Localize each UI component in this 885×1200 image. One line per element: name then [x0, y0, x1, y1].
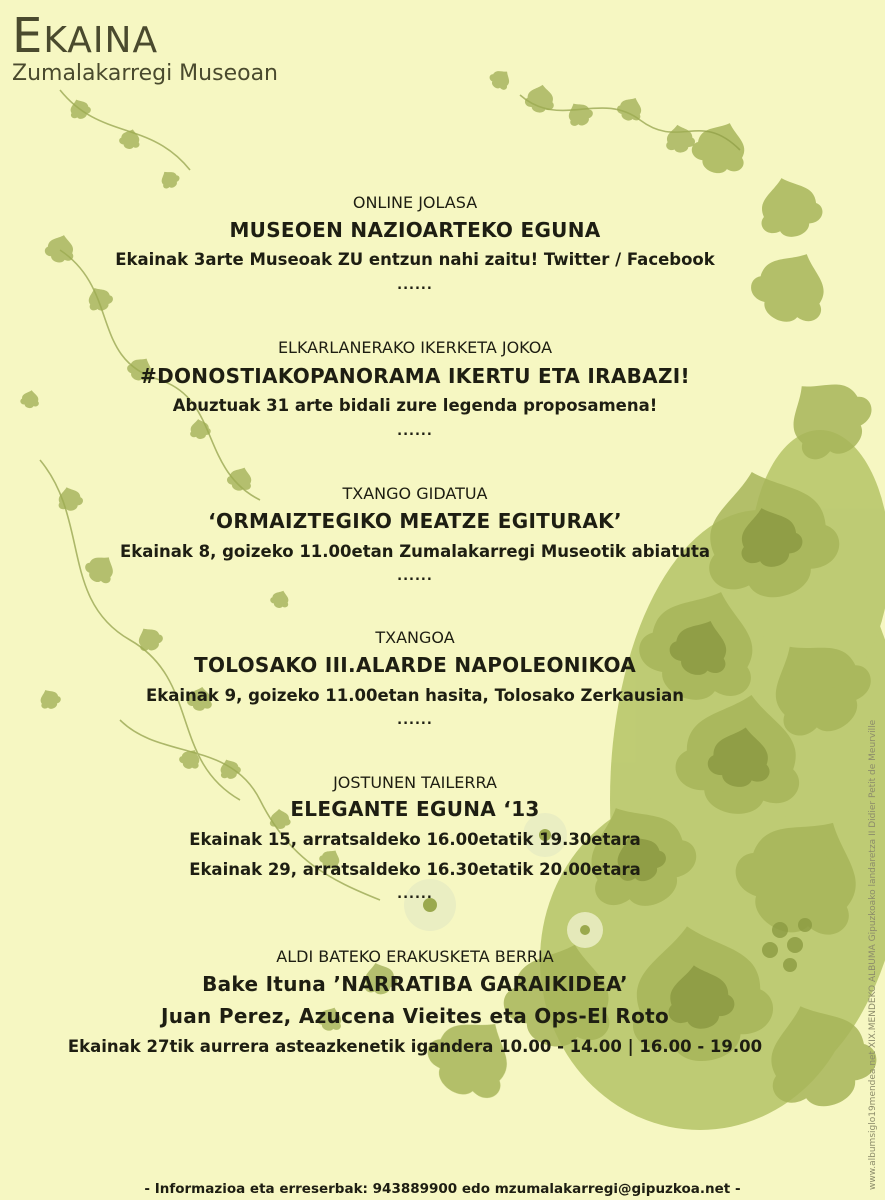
- page-title: [12, 8, 278, 64]
- event-1-separator: ......: [397, 278, 433, 293]
- event-5-detail-1: Ekainak 15, arratsaldeko 16.00etatik 19.30etara: [189, 830, 641, 849]
- event-4-separator: ......: [397, 713, 433, 728]
- event-2-separator: ......: [397, 424, 433, 439]
- event-6-artists: Juan Perez, Azucena Vieites eta Ops-El Roto: [160, 1004, 670, 1028]
- page-title-rest: KAINA: [43, 20, 159, 61]
- event-3-separator: ......: [397, 569, 433, 584]
- event-5-separator: ......: [397, 887, 433, 902]
- event-1-kind: ONLINE JOLASA: [352, 193, 478, 212]
- event-4-detail: Ekainak 9, goizeko 11.00etan hasita, Tolosako Zerkausian: [145, 686, 685, 705]
- event-2-kind: ELKARLANERAKO IKERKETA JOKOA: [277, 338, 553, 357]
- event-1-detail: Ekainak 3arte Museoak ZU entzun nahi zaitu! Twitter / Facebook: [115, 250, 715, 269]
- event-4-kind: TXANGOA: [375, 628, 455, 647]
- event-1-title: MUSEOEN NAZIOARTEKO EGUNA: [229, 218, 601, 242]
- event-2-title: #DONOSTIAKOPANORAMA IKERTU ETA IRABAZI!: [140, 364, 690, 388]
- event-3-title: ‘ORMAIZTEGIKO MEATZE EGITURAK’: [208, 509, 622, 533]
- page-subtitle: Zumalakarregi Museoan: [12, 61, 278, 86]
- contact-footer: - Informazioa eta erreserbak: 943889900 edo mzumalakarregi@gipuzkoa.net -: [144, 1181, 741, 1197]
- event-6-detail: Ekainak 27tik aurrera asteazkenetik igandera 10.00 - 14.00 | 16.00 - 19.00: [67, 1037, 763, 1056]
- event-5-detail-2: Ekainak 29, arratsaldeko 16.30etatik 20.00etara: [189, 860, 641, 879]
- event-6-kind: ALDI BATEKO ERAKUSKETA BERRIA: [276, 947, 554, 966]
- event-3-detail: Ekainak 8, goizeko 11.00etan Zumalakarregi Museotik abiatuta: [119, 542, 710, 561]
- event-3-kind: TXANGO GIDATUA: [342, 484, 488, 503]
- page-header: [12, 8, 278, 86]
- event-6-title: Bake Ituna ’NARRATIBA GARAIKIDEA’: [202, 972, 628, 996]
- event-5-kind: JOSTUNEN TAILERRA: [333, 773, 497, 792]
- event-4-title: TOLOSAKO III.ALARDE NAPOLEONIKOA: [194, 653, 636, 677]
- event-5-title: ELEGANTE EGUNA ‘13: [290, 797, 540, 821]
- page-title-initial: E: [12, 8, 44, 64]
- image-credit: www.albumsiglo19mendea.net XIX.MENDEKO ALBUMA Gipuzkoako landaretza II Didier Petit de Meurville: [868, 719, 878, 1190]
- event-2-detail: Abuztuak 31 arte bidali zure legenda proposamena!: [172, 396, 658, 415]
